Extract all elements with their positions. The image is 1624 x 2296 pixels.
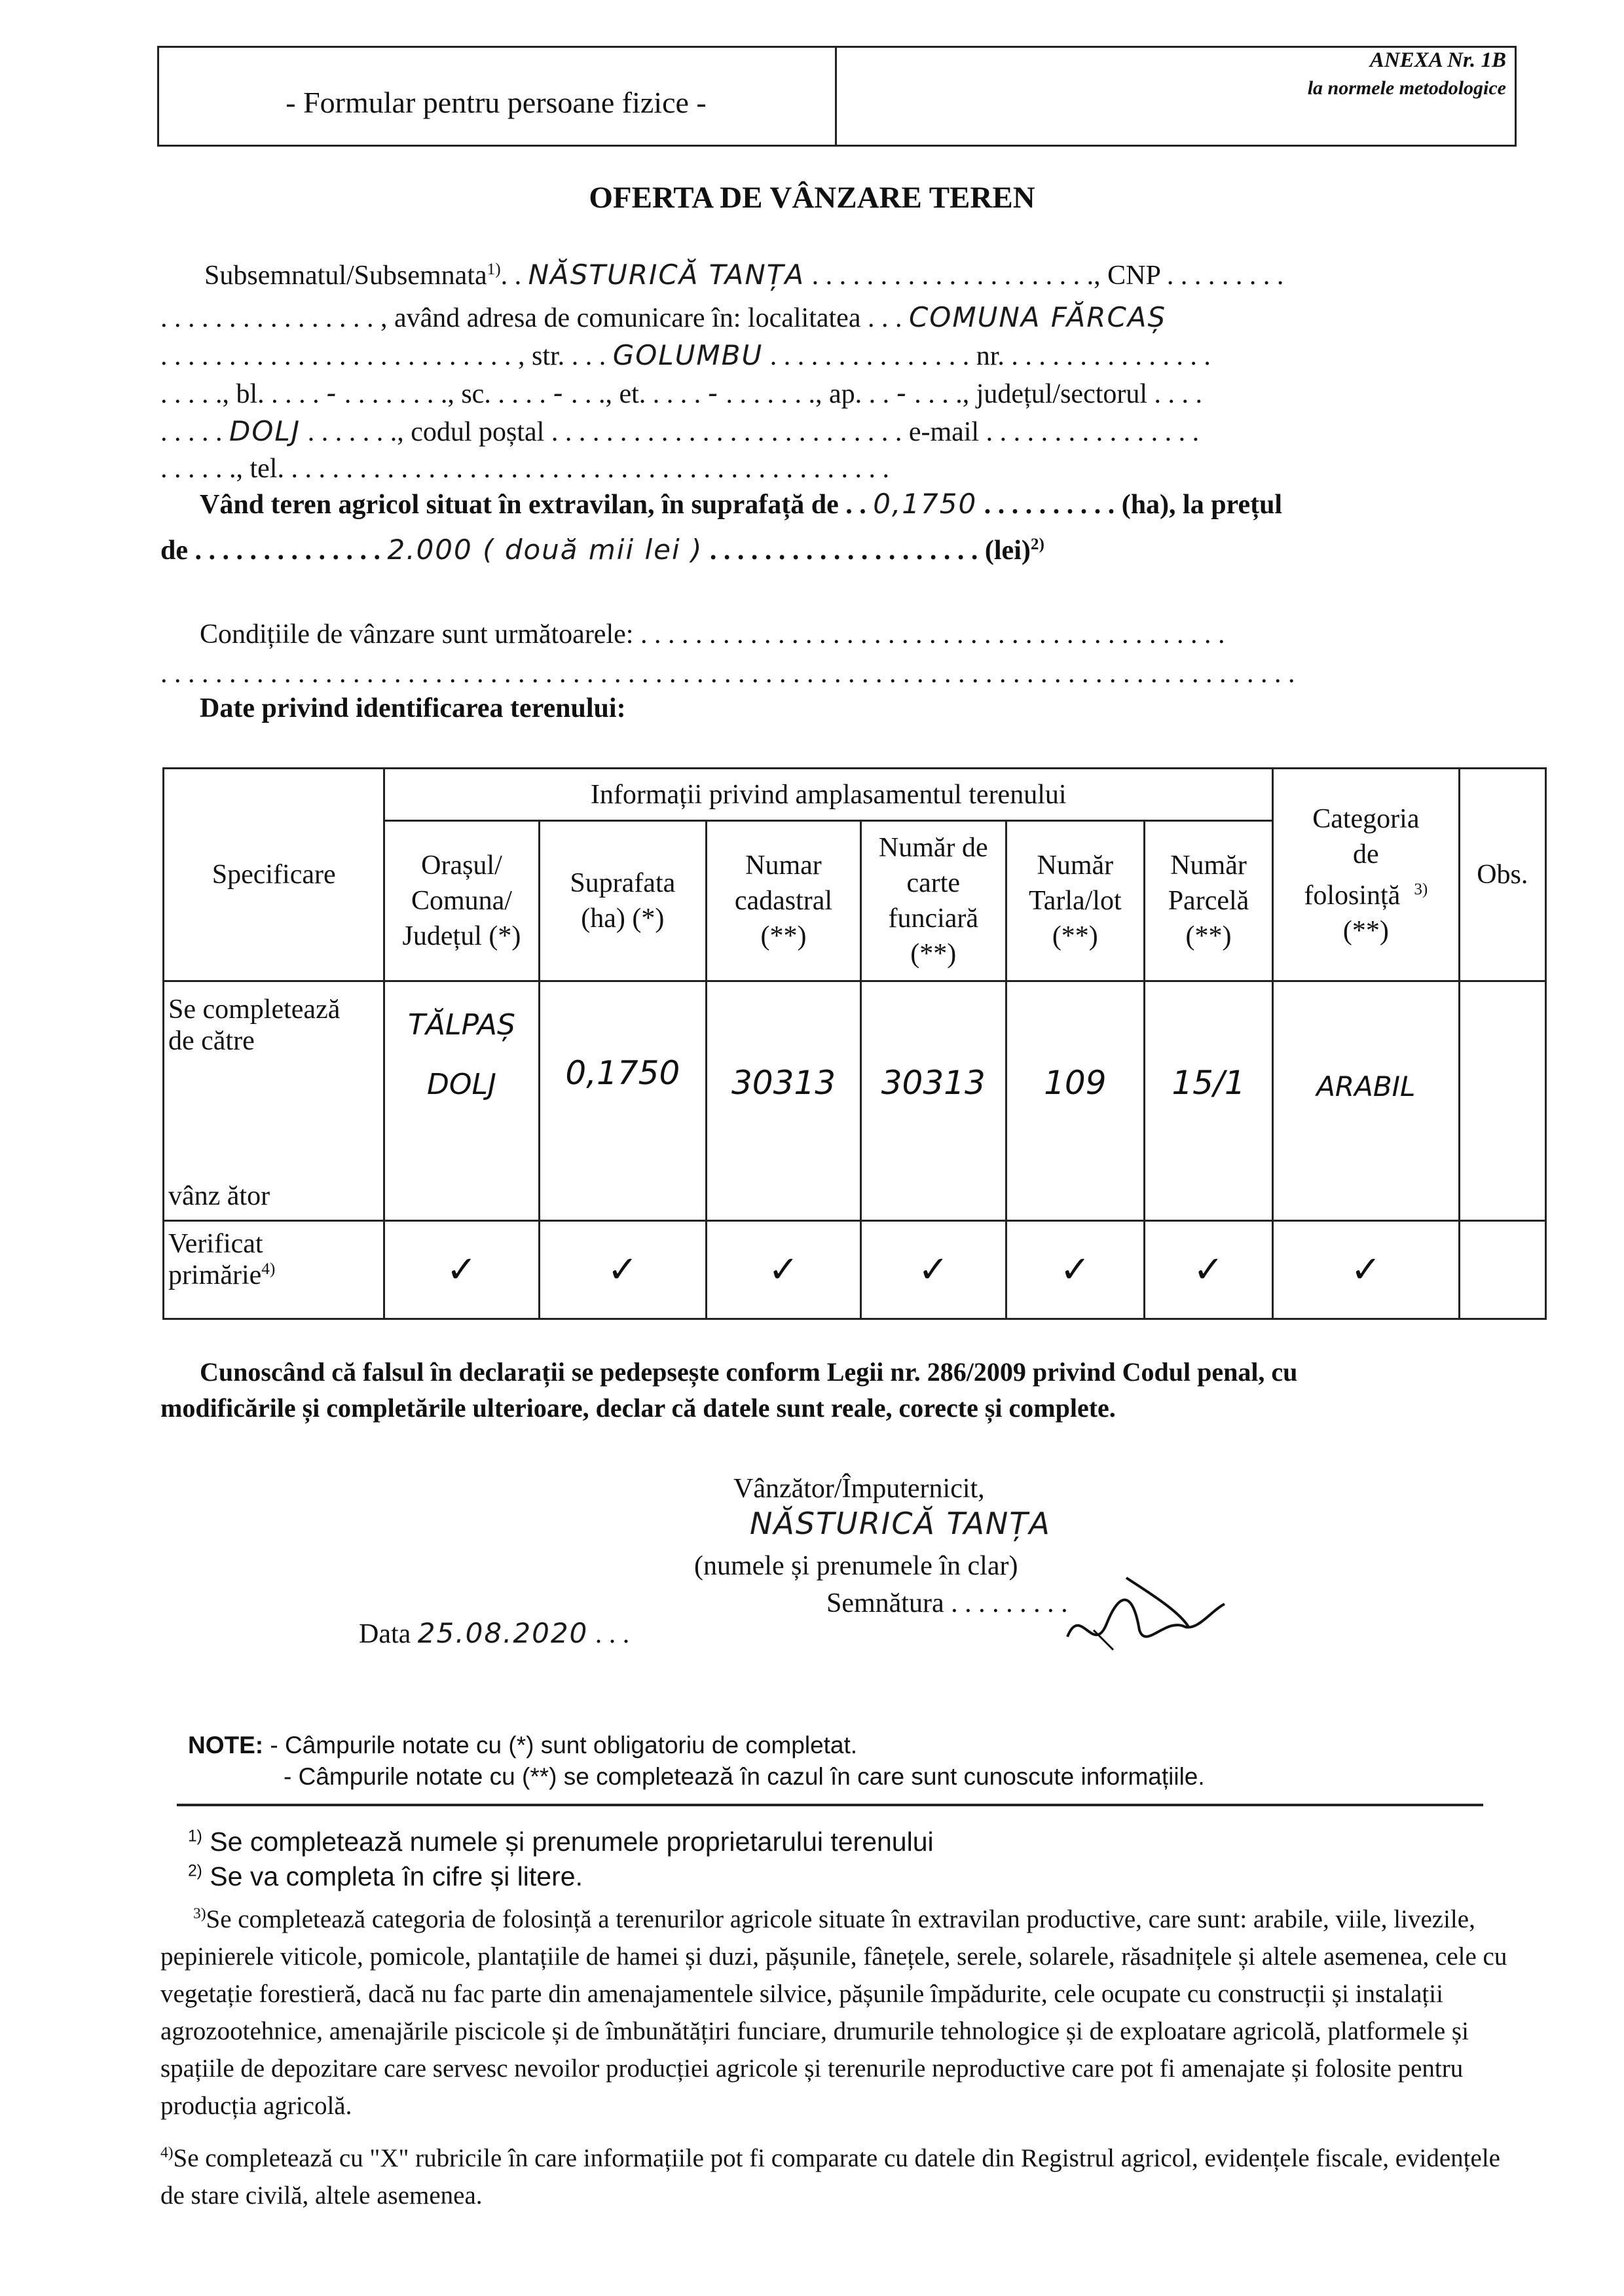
header-parcel-line-2: Parcelă [1168, 886, 1249, 916]
check-obs [1459, 1221, 1545, 1319]
identification-heading: Date privind identificarea terenului: [200, 693, 626, 723]
header-category-line-4: (**) [1342, 915, 1389, 946]
header-location-line-2: Comuna/ [411, 886, 512, 916]
owner-line-2: . . . . . . . . . . . . . . . . , având adresa de comunicare în: localitatea . . . COMUNA FĂRCAȘ [160, 301, 1167, 333]
footnote-4-text: Se completează cu "X" rubricile în care informațiile pot fi comparate cu datele din Registrul agricol, evidențele fiscale, evidențele de stare civilă, altele asemenea. [160, 2144, 1500, 2210]
document-title: OFERTA DE VÂNZARE TEREN [589, 181, 1035, 215]
header-land-book-line-2: carte [906, 868, 961, 898]
check-cadastral: ✓ [707, 1221, 861, 1319]
owner-line-5: . . . . . DOLJ . . . . . . ., codul poștal . . . . . . . . . . . . . . . . . . . . . . . . . . e-mail . . . . . . . . . . . . . . . . [160, 415, 1200, 447]
header-land-book-line-1: Număr de [878, 833, 988, 863]
notes-text-1: - Câmpurile notate cu (*) sunt obligatoriu de completat. [270, 1732, 858, 1758]
footnote-1-text: Se completează numele și prenumele proprietarului terenului [210, 1827, 934, 1857]
area-value: 0,1750 [873, 488, 978, 520]
header-tarla-line-2: Tarla/lot [1028, 886, 1122, 916]
row-label-seller [164, 981, 384, 1221]
header-category-line-3: folosință [1304, 880, 1401, 911]
undersigned-label: Subsemnatul/Subsemnata [204, 261, 487, 291]
sc-value: - [553, 377, 564, 409]
header-cadastral-line-3: (**) [760, 921, 807, 951]
offer-line-1: Vând teren agricol situat în extravilan, în suprafață de . . 0,1750 . . . . . . . . . . (ha), la prețul [200, 488, 1283, 520]
name-hint-label: (numele și prenumele în clar) [694, 1551, 1018, 1581]
date-line: Data 25.08.2020 . . . [359, 1617, 630, 1649]
header-category-note: 3) [1414, 880, 1428, 898]
header-category-line-1: Categoria [1312, 803, 1420, 834]
sell-prefix: Vând teren agricol situat în extravilan, în suprafață de [200, 490, 839, 520]
header-location-group: Informații privind amplasamentul terenului [384, 769, 1273, 821]
cell-cadastral: 30313 [707, 981, 861, 1221]
nr-label: nr. [976, 341, 1005, 371]
form-type-label: - Formular pentru persoane fizice - [286, 86, 707, 119]
signature-scribble [1054, 1565, 1238, 1663]
check-land-book: ✓ [860, 1221, 1006, 1319]
ap-value: - [896, 377, 908, 409]
header-cadastral-line-1: Numar [745, 850, 822, 881]
header-parcel-line-3: (**) [1185, 921, 1232, 951]
check-parcel: ✓ [1144, 1221, 1272, 1319]
cell-area: 0,1750 [539, 981, 707, 1221]
header-parcel [1144, 821, 1272, 981]
annex-subtitle: la normele metodologice [1307, 77, 1506, 99]
row-verified-label-line-1: Verificat [168, 1229, 263, 1259]
bl-value: - [326, 377, 338, 409]
header-cadastral [707, 821, 861, 981]
header-area-line-2: (ha) (*) [581, 903, 665, 934]
footnote-2-text: Se va completa în cifre și litere. [210, 1861, 583, 1891]
sc-label: , sc. [447, 379, 491, 409]
table-row-seller [164, 981, 1546, 1221]
declaration-line-1: Cunoscând că falsul în declarații se pedepsește conform Legii nr. 286/2009 privind Codul penal, cu [200, 1357, 1298, 1387]
street-value: GOLUMBU [612, 339, 764, 371]
notes-line-1 [188, 1732, 857, 1759]
row-seller-label-line-3: vânz ător [168, 1181, 270, 1211]
header-land-book-line-4: (**) [910, 939, 957, 969]
declaration-line-2: modificările și completările ulterioare, declar că datele sunt reale, corecte și complete. [160, 1393, 1116, 1423]
check-area: ✓ [539, 1221, 707, 1319]
cell-tarla: 109 [1006, 981, 1144, 1221]
header-location-line-3: Județul (*) [402, 921, 521, 951]
header-location-line-1: Orașul/ [421, 850, 502, 881]
footnote-1: $^{1)}$ Se completează numele și prenumele proprietarului terenului [188, 1827, 934, 1857]
address-label: , având adresa de comunicare în: localitatea [380, 303, 861, 333]
street-label: , str. [518, 341, 565, 371]
header-parcel-line-1: Număr [1170, 850, 1247, 881]
land-identification-table [162, 767, 1547, 1320]
cell-location-line-2: DOLJ [426, 1068, 496, 1101]
seller-role-label: Vânzător/Împuternicit, [733, 1474, 985, 1504]
price-suffix: (lei) [984, 536, 1031, 566]
cnp-label: , CNP [1094, 261, 1160, 291]
row-seller-label-line-1: Se completează [168, 994, 341, 1025]
county-value: DOLJ [229, 415, 301, 447]
et-value: - [707, 377, 719, 409]
email-label: e-mail [908, 417, 980, 447]
cell-land-book: 30313 [860, 981, 1006, 1221]
et-label: , et. [605, 379, 646, 409]
cell-parcel: 15/1 [1144, 981, 1272, 1221]
cell-category: ARABIL [1273, 981, 1460, 1221]
footnote-3-text: Se completează categoria de folosință a terenurilor agricole situate în extravilan productive, care sunt: arabile, viile, livezile, pepinierele viticole, pomicole, plantațiile de hamei și duzi, pășunile, fânețele, serele, solarele, răsadnițele și altele asemenea, cele cu vegetație forestieră, dacă nu fac parte din amenajamentele silvice, pășunile împădurite, cele ocupate cu construcții și instalații agrozootehnice, amenajările piscicole și de îmbunătățiri funciare, drumurile tehnologice și de exploatare agricolă, platformele și spațiile de depozitare care servesc nevoilor producției agricole și terenurile neproductive care pot fi amenajate și folosite pentru producția agricolă. [160, 1905, 1507, 2120]
header-land-book-line-3: funciară [888, 903, 979, 934]
header-location [384, 821, 539, 981]
bl-label: , bl. [222, 379, 265, 409]
row-label-verified: Verificat primărie$^{4)}$ [164, 1221, 384, 1319]
date-label: Data [359, 1619, 411, 1649]
annex-title: ANEXA Nr. 1B [1369, 48, 1506, 72]
footnote-4: $^{4)}$Se completează cu "X" rubricile în care informațiile pot fi comparate cu datele din Registrul agricol, evidențele fiscale, evidențele de stare civilă, altele asemenea. [160, 2144, 1500, 2210]
header-category-line-2: de [1353, 839, 1379, 869]
header-land-book [860, 821, 1006, 981]
conditions-dotted-line: . . . . . . . . . . . . . . . . . . . . . . . . . . . . . . . . . . . . . . . . . . . . . . . . . . . . . . . . . . . . . . . . . . . . . . . . . . . . . . . . . . . [160, 659, 1295, 689]
check-tarla: ✓ [1006, 1221, 1144, 1319]
header-tarla-line-1: Număr [1037, 850, 1114, 881]
county-label: , județul/sectorul [962, 379, 1148, 409]
owner-line-4: . . . . ., bl. . . . . - . . . . . . . ., sc. . . . . - . . ., et. . . . . - . . . . . . ., ap. . . - . . . ., județul/sectorul . . . . [160, 377, 1203, 409]
locality-value: COMUNA FĂRCAȘ [908, 301, 1167, 333]
cell-location-line-1: TĂLPAȘ [408, 1008, 515, 1042]
price-value: 2.000 ( două mii lei ) [387, 534, 703, 566]
cell-obs [1459, 981, 1545, 1221]
tel-label: , tel. [236, 454, 284, 484]
date-value: 25.08.2020 [417, 1617, 589, 1649]
header-cadastral-line-2: cadastral [734, 886, 833, 916]
header-tarla-line-3: (**) [1052, 921, 1098, 951]
notes-label: NOTE: [188, 1732, 264, 1758]
price-prefix: de [160, 536, 188, 566]
header-area-line-1: Suprafata [570, 868, 676, 898]
offer-line-2: de . . . . . . . . . . . . . . 2.000 ( două mii lei ) . . . . . . . . . . . . . . . . . . . . (lei)$^{2)}$ [160, 534, 1044, 566]
postal-label: , codul poștal [397, 417, 545, 447]
owner-line-6: . . . . . ., tel. . . . . . . . . . . . . . . . . . . . . . . . . . . . . . . . . . . . . . . . . . . . . [160, 454, 889, 484]
conditions-label: Condițiile de vânzare sunt următoarele: [200, 619, 634, 649]
ap-label: , ap. [815, 379, 862, 409]
header-tarla [1006, 821, 1144, 981]
conditions-line: Condițiile de vânzare sunt următoarele: . . . . . . . . . . . . . . . . . . . . . . . . . . . . . . . . . . . . . . . . . . . [200, 619, 1225, 649]
owner-line-3: . . . . . . . . . . . . . . . . . . . . . . . . . . , str. . . . GOLUMBU . . . . . . . . . . . . . . . nr. . . . . . . . . . . . . . . . [160, 339, 1211, 371]
seller-name-value: NĂSTURICĂ TANȚA [750, 1506, 1051, 1541]
owner-name-value: NĂSTURICĂ TANȚA [528, 259, 805, 291]
footnote-3: $^{3)}$Se completează categoria de folosință a terenurilor agricole situate în extravilan productive, care sunt: arabile, viile, livezile, pepinierele viticole, pomicole, plantațiile de hamei și duzi, pășunile, fânețele, serele, solarele, răsadnițele și altele asemenea, cele cu vegetație forestieră, dacă nu fac parte din amenajamentele silvice, pășunile împădurite, cele ocupate cu construcții și instalații agrozootehnice, amenajările piscicole și de îmbunătățiri funciare, drumurile tehnologice și de exploatare agricolă, platformele și spațiile de depozitare care servesc nevoilor producției agricole și terenurile neproductive care pot fi amenajate și folosite pentru producția agricolă. [160, 1905, 1507, 2120]
header-divider [835, 46, 837, 145]
header-category [1273, 769, 1460, 981]
check-category: ✓ [1273, 1221, 1460, 1319]
notes-divider [177, 1804, 1483, 1806]
owner-line-1: Subsemnatul/Subsemnata$^{1)}$. . NĂSTURICĂ TANȚA . . . . . . . . . . . . . . . . . . . . ., CNP . . . . . . . . . [204, 259, 1284, 291]
row-verified-label-line-2: primărie [168, 1260, 262, 1290]
notes-line-2: - Câmpurile notate cu (**) se completează în cazul în care sunt cunoscute informațiile. [284, 1763, 1205, 1790]
row-seller-label-line-2: de către [168, 1026, 255, 1056]
signature-label: Semnătura [826, 1588, 944, 1618]
header-area [539, 821, 707, 981]
header-specificare: Specificare [164, 769, 384, 981]
footnote-2: $^{2)}$ Se va completa în cifre și litere. [188, 1861, 583, 1891]
sell-suffix: (ha), la prețul [1121, 490, 1283, 520]
signature-line: Semnătura . . . . . . . . . [826, 1588, 1068, 1618]
check-location: ✓ [384, 1221, 539, 1319]
header-obs: Obs. [1459, 769, 1545, 981]
cell-location [384, 981, 539, 1221]
table-row-verified [164, 1221, 1546, 1319]
